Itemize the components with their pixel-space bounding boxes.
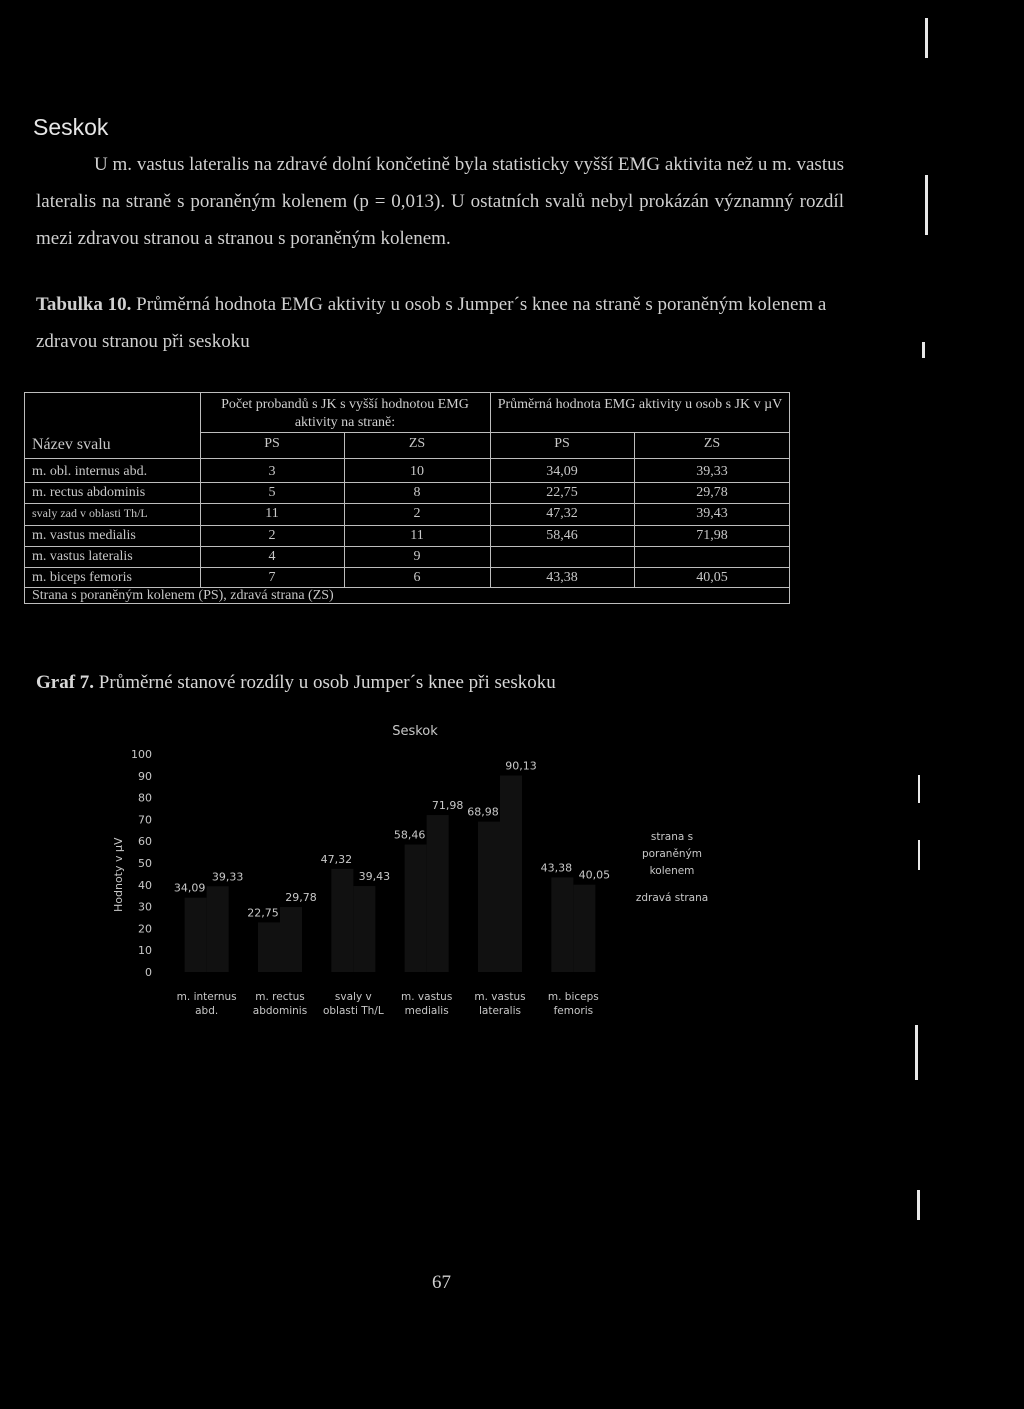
table-header-muscle: Název svalu <box>32 436 111 453</box>
scan-artifact <box>915 1025 918 1080</box>
chart-bar <box>331 869 353 972</box>
table-cell-count-ps: 4 <box>268 549 276 564</box>
table-cell-muscle: m. obl. internus abd. <box>32 464 148 479</box>
chart-legend-label: zdravá strana <box>635 892 709 904</box>
chart-y-tick-label: 60 <box>138 835 152 849</box>
table-cell-count-zs: 8 <box>413 485 421 500</box>
chart-bar <box>551 877 573 972</box>
section-heading: Seskok <box>33 114 109 140</box>
chart-category-label: m. biceps <box>547 991 599 1003</box>
chart-bar <box>185 898 207 972</box>
chart-y-tick-label: 40 <box>138 878 152 892</box>
body-paragraph: U m. vastus lateralis na zdravé dolní končetině byla statisticky vyšší EMG aktivita než u m. vastus lateralis na straně s poraněným kolenem (p = 0,013). U ostatních svalů nebyl prokázán významný rozdíl mezi zdravou stranou a stranou s poraněným kolenem. <box>36 154 844 249</box>
table-cell-muscle: m. biceps femoris <box>32 570 132 585</box>
graph-caption <box>36 672 556 694</box>
chart-category-label: abd. <box>195 1005 219 1017</box>
table-cell-avg-zs: 39,33 <box>696 464 728 479</box>
chart-title: Seskok <box>392 724 438 739</box>
chart-bar <box>478 822 500 972</box>
chart-y-tick-label: 100 <box>131 748 152 761</box>
chart-bar <box>258 922 280 972</box>
chart-data-label: 39,43 <box>358 870 391 884</box>
table-cell-count-ps: 11 <box>265 506 279 521</box>
chart-bar <box>353 886 375 972</box>
table-cell-count-ps: 2 <box>268 528 276 543</box>
chart-category-label: svaly v <box>334 991 372 1003</box>
chart-data-label: 34,09 <box>173 881 206 895</box>
chart-bar <box>405 845 427 972</box>
chart-bar <box>207 886 229 972</box>
page-number: 67 <box>432 1272 451 1293</box>
table-caption-text: Průměrná hodnota EMG aktivity u osob s Jumper´s knee na straně s poraněným kolenem a zdravou stranou při seskoku <box>36 294 827 352</box>
table-caption-label: Tabulka 10. <box>36 294 132 315</box>
table-cell-avg-zs: 40,05 <box>696 570 728 585</box>
chart-data-label: 58,46 <box>393 828 426 842</box>
table-cell-count-zs: 10 <box>410 464 424 479</box>
chart-legend-label: strana s <box>650 831 694 843</box>
chart-y-tick-label: 0 <box>145 966 152 979</box>
table-header-zs: ZS <box>408 436 426 451</box>
table-cell-avg-ps: 43,38 <box>546 570 578 585</box>
chart-category-label: m. rectus <box>255 991 305 1003</box>
chart-y-tick-label: 90 <box>138 769 152 783</box>
table-group-header-average: Průměrná hodnota EMG aktivity u osob s JK v µV <box>497 397 783 412</box>
chart-data-label: 29,78 <box>285 891 317 905</box>
scan-artifact <box>918 840 920 870</box>
table-header-zs: ZS <box>703 436 721 451</box>
table-cell-count-ps: 5 <box>268 485 276 500</box>
table-cell-muscle: m. vastus medialis <box>32 528 136 543</box>
chart-y-axis-label: Hodnoty v µV <box>112 837 125 912</box>
chart-y-tick-label: 30 <box>138 900 152 914</box>
table-cell-muscle: m. vastus lateralis <box>32 549 133 564</box>
chart-legend <box>636 831 708 904</box>
graph-caption-label: Graf 7. <box>36 672 95 693</box>
chart-data-label: 68,98 <box>467 805 499 819</box>
chart-category-label: m. internus <box>176 991 237 1003</box>
table-cell-avg-ps: 22,75 <box>546 485 578 500</box>
scan-artifact <box>925 175 928 235</box>
chart-category-label: femoris <box>553 1005 594 1017</box>
chart-y-tick-label: 50 <box>138 857 152 870</box>
table-cell-count-zs: 11 <box>410 528 424 543</box>
chart-category-label: abdominis <box>252 1005 308 1017</box>
table-cell-muscle: svaly zad v oblasti Th/L <box>32 506 148 520</box>
chart-legend-label: poraněným <box>641 848 703 860</box>
chart-bar <box>280 907 302 972</box>
chart-y-ticks <box>131 748 152 979</box>
emg-table <box>24 392 790 604</box>
chart-data-label: 39,33 <box>211 870 244 884</box>
chart-category-label: m. vastus <box>474 991 526 1003</box>
chart-y-tick-label: 20 <box>138 922 152 936</box>
chart-data-label: 40,05 <box>578 868 611 882</box>
table-footnote: Strana s poraněným kolenem (PS), zdravá strana (ZS) <box>32 588 334 603</box>
table-cell-avg-zs: 71,98 <box>696 528 728 543</box>
table-cell-count-zs: 6 <box>413 570 421 585</box>
chart-bar <box>500 776 522 972</box>
chart-data-label: 90,13 <box>505 759 537 773</box>
chart-bar <box>427 815 449 972</box>
chart-y-tick-label: 80 <box>138 791 152 805</box>
table-caption <box>36 286 844 360</box>
table-header-ps: PS <box>554 436 570 451</box>
chart-data-label: 43,38 <box>540 861 573 875</box>
scan-artifact <box>918 775 920 803</box>
chart-data-label: 71,98 <box>431 799 464 813</box>
table-cell-muscle: m. rectus abdominis <box>32 485 146 500</box>
chart-data-label: 22,75 <box>247 906 279 920</box>
chart-category-label: oblasti Th/L <box>322 1005 384 1017</box>
table-cell-avg-ps: 34,09 <box>546 464 578 479</box>
chart-x-categories <box>177 991 599 1017</box>
chart-y-tick-label: 70 <box>138 813 152 827</box>
bar-chart <box>100 712 740 1032</box>
table-cell-avg-zs: 29,78 <box>696 485 728 500</box>
chart-legend-label: kolenem <box>649 865 695 877</box>
chart-y-tick-label: 10 <box>138 944 152 958</box>
scan-artifact <box>917 1190 920 1220</box>
chart-bar <box>573 885 595 972</box>
table-cell-count-zs: 2 <box>413 506 421 521</box>
chart-category-label: medialis <box>404 1005 449 1017</box>
table-cell-count-ps: 7 <box>268 570 276 585</box>
chart-data-labels <box>174 760 610 920</box>
chart-data-label: 47,32 <box>320 852 353 866</box>
graph-caption-text: Průměrné stanové rozdíly u osob Jumper´s knee při seskoku <box>98 672 556 693</box>
table-cell-count-zs: 9 <box>413 549 421 564</box>
chart-category-label: lateralis <box>479 1005 521 1017</box>
table-cell-avg-zs: 39,43 <box>696 506 728 521</box>
table-cell-avg-ps: 58,46 <box>546 528 578 543</box>
chart-category-label: m. vastus <box>401 991 453 1003</box>
scan-artifact <box>925 18 928 58</box>
table-group-header-count: Počet probandů s JK s vyšší hodnotou EMG aktivity na straně: <box>221 397 469 430</box>
table-header-ps: PS <box>264 436 280 451</box>
scan-artifact <box>922 342 925 358</box>
table-cell-count-ps: 3 <box>268 464 276 479</box>
table-cell-avg-ps: 47,32 <box>546 506 578 521</box>
